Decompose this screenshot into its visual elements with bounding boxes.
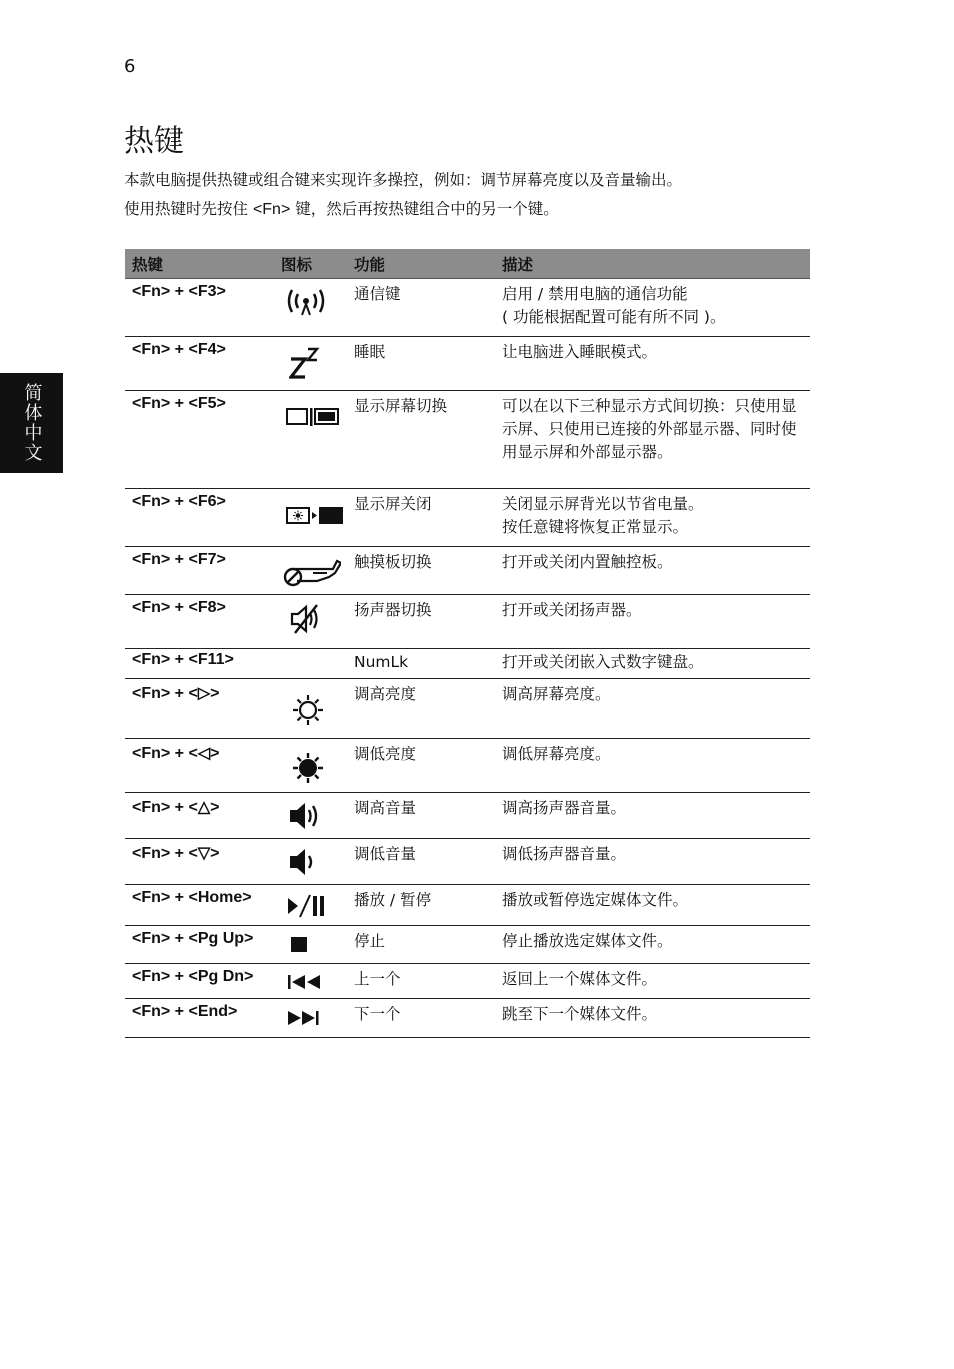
row-description: 跳至下一个媒体文件。 — [502, 1005, 658, 1023]
row-hotkey: <Fn> + <F3> — [132, 283, 226, 300]
row-function: 扬声器切换 — [354, 601, 432, 619]
table-row — [125, 279, 810, 337]
table-row — [125, 595, 810, 649]
page-number: 6 — [124, 56, 136, 77]
stop-icon — [289, 936, 309, 954]
row-description: 让电脑进入睡眠模式。 — [502, 343, 658, 361]
row-function: 通信键 — [354, 285, 401, 303]
header-hotkey: 热键 — [132, 255, 164, 274]
touchpad-toggle-icon — [283, 555, 341, 587]
row-function: NumLk — [354, 653, 409, 671]
row-function: 上一个 — [354, 970, 401, 988]
row-function: 停止 — [354, 932, 386, 950]
row-function: 显示屏幕切换 — [354, 397, 448, 415]
row-description: 调高屏幕亮度。 — [502, 685, 611, 703]
row-description: 调低屏幕亮度。 — [502, 745, 611, 763]
row-hotkey: <Fn> + <F6> — [132, 493, 226, 510]
display-off-icon — [286, 505, 344, 527]
previous-track-icon — [286, 972, 326, 992]
display-toggle-icon — [286, 406, 340, 428]
description-line-1: 启用 / 禁用电脑的通信功能 — [502, 285, 688, 303]
volume-up-icon — [287, 800, 323, 832]
row-hotkey: <Fn> + <F8> — [132, 599, 226, 616]
table-row — [125, 489, 810, 547]
table-row — [125, 739, 810, 793]
row-function: 调高音量 — [354, 799, 417, 817]
brightness-up-icon — [291, 693, 325, 727]
row-hotkey: <Fn> + <Home> — [132, 889, 252, 906]
row-description: 打开或关闭嵌入式数字键盘。 — [502, 653, 704, 671]
volume-down-icon — [287, 847, 319, 877]
table-header — [125, 249, 810, 279]
row-description: 可以在以下三种显示方式间切换：只使用显示屏、只使用已连接的外部显示器、同时使用显示屏和外部显示器。 — [502, 397, 797, 461]
description-line-2: ( 功能根据配置可能有所不同 )。 — [502, 308, 726, 326]
row-function: 调高亮度 — [354, 685, 417, 703]
intro-line-2-end: 键，然后再按热键组合中的另一个键。 — [290, 200, 559, 218]
row-hotkey: <Fn> + <◁> — [132, 745, 220, 762]
row-hotkey: <Fn> + <F5> — [132, 395, 226, 412]
table-row — [125, 391, 810, 489]
row-description: 返回上一个媒体文件。 — [502, 970, 658, 988]
row-function: 调低亮度 — [354, 745, 417, 763]
row-hotkey: <Fn> + <F7> — [132, 551, 226, 568]
hotkey-table — [125, 249, 810, 1038]
row-function: 显示屏关闭 — [354, 495, 432, 513]
speaker-toggle-icon — [289, 603, 323, 635]
row-hotkey: <Fn> + <Pg Up> — [132, 930, 254, 947]
intro-line-2-start: 使用热键时先按住 — [124, 200, 253, 218]
description-line-2: 按任意键将恢复正常显示。 — [502, 518, 689, 536]
row-description: 播放或暂停选定媒体文件。 — [502, 891, 689, 909]
row-description: 调高扬声器音量。 — [502, 799, 627, 817]
row-hotkey: <Fn> + <F11> — [132, 651, 234, 668]
play-pause-icon — [286, 893, 328, 919]
row-function: 触摸板切换 — [354, 553, 432, 571]
table-row — [125, 926, 810, 964]
page-title: 热键 — [124, 124, 184, 159]
table-row — [125, 649, 810, 679]
table-row — [125, 793, 810, 839]
row-function: 调低音量 — [354, 845, 417, 863]
row-description — [496, 489, 810, 546]
language-tab-label: 简体中文 — [21, 383, 43, 463]
table-row — [125, 999, 810, 1038]
row-hotkey: <Fn> + <Pg Dn> — [132, 968, 254, 985]
row-function: 下一个 — [354, 1005, 401, 1023]
sleep-icon — [289, 347, 321, 379]
header-description: 描述 — [502, 255, 534, 274]
table-row — [125, 885, 810, 926]
table-row — [125, 964, 810, 999]
row-function: 播放 / 暂停 — [354, 891, 432, 909]
header-function: 功能 — [354, 255, 386, 274]
table-row — [125, 839, 810, 885]
row-hotkey: <Fn> + <F4> — [132, 341, 226, 358]
row-hotkey: <Fn> + <▽> — [132, 845, 220, 862]
table-row — [125, 547, 810, 595]
language-tab — [0, 373, 63, 473]
row-function: 睡眠 — [354, 343, 386, 361]
row-description: 停止播放选定媒体文件。 — [502, 932, 673, 950]
row-description: 打开或关闭内置触控板。 — [502, 553, 673, 571]
description-line-1: 关闭显示屏背光以节省电量。 — [502, 495, 704, 513]
wireless-icon — [285, 287, 327, 317]
intro-line-1: 本款电脑提供热键或组合键来实现许多操控，例如：调节屏幕亮度以及音量输出。 — [124, 171, 683, 189]
fn-key-label: <Fn> — [252, 201, 291, 218]
intro-line-2 — [124, 195, 824, 224]
brightness-down-icon — [291, 751, 325, 785]
header-icon: 图标 — [281, 255, 313, 274]
row-description: 打开或关闭扬声器。 — [502, 601, 642, 619]
next-track-icon — [286, 1008, 326, 1028]
row-description: 调低扬声器音量。 — [502, 845, 627, 863]
intro-text — [124, 166, 824, 224]
table-row — [125, 337, 810, 391]
row-hotkey: <Fn> + <End> — [132, 1003, 238, 1020]
table-row — [125, 679, 810, 739]
row-hotkey: <Fn> + <△> — [132, 799, 220, 816]
row-hotkey: <Fn> + <▷> — [132, 685, 220, 702]
row-description — [496, 279, 810, 336]
